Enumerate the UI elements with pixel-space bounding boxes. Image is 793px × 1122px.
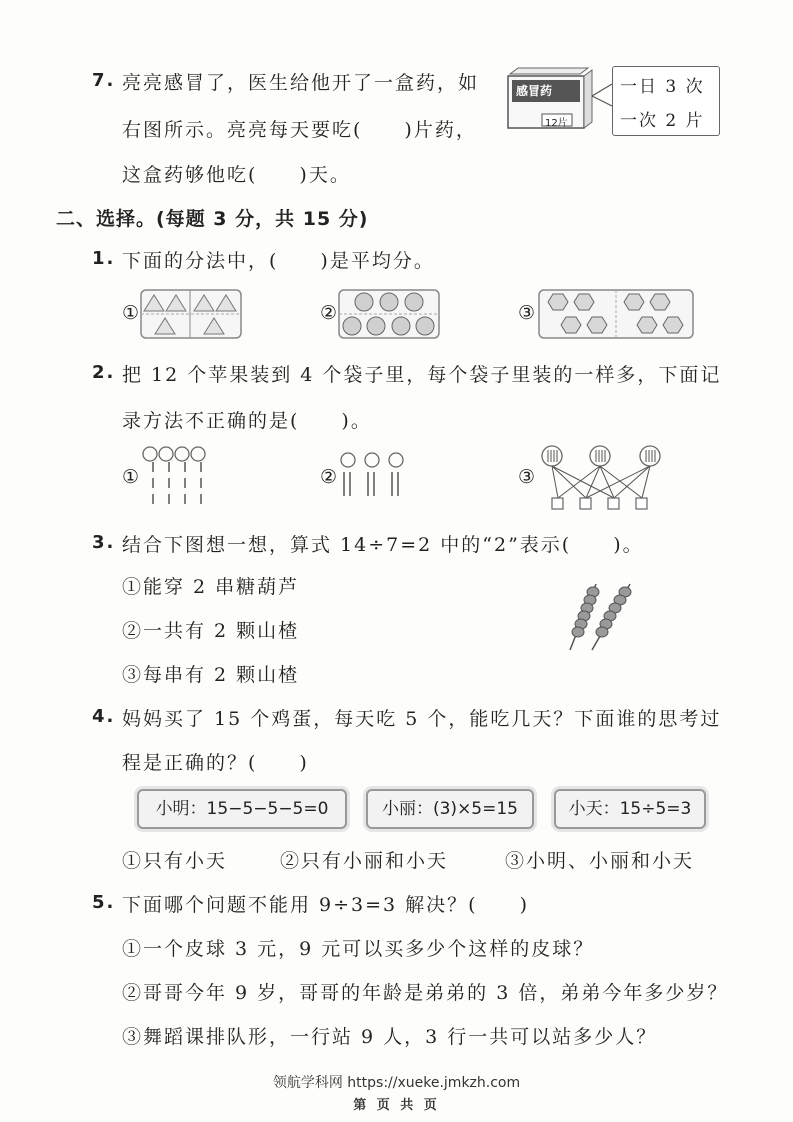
c1-number: 1.: [92, 248, 116, 269]
c1-option1-triangles: [140, 289, 242, 339]
footer-page-number: 第 页 共 页: [353, 1098, 440, 1113]
c2-option2-diagram: [338, 450, 410, 504]
c3-option2: ②一共有 2 颗山楂: [122, 620, 300, 642]
q7-line2: 右图所示。亮亮每天要吃( )片药，: [122, 119, 477, 141]
c1-option3-hexagons: [538, 289, 694, 339]
c5-text: 下面哪个问题不能用 9÷3=3 解决？( ): [122, 894, 530, 916]
c2-option3-diagram: [538, 444, 668, 510]
c2-option3-label: ③: [518, 466, 536, 488]
c1-text: 下面的分法中，( )是平均分。: [122, 250, 435, 272]
q7-line1: 亮亮感冒了，医生给他开了一盒药，如: [122, 72, 480, 94]
xiaoming-bubble: 小明：15−5−5−5=0: [137, 789, 347, 829]
c2-option1-diagram: [140, 444, 212, 510]
c1-option1-label: ①: [122, 302, 140, 324]
xiaotian-bubble: 小天：15÷5=3: [554, 789, 706, 829]
c1-option3-label: ③: [518, 302, 536, 324]
c3-option1: ①能穿 2 串糖葫芦: [122, 576, 300, 598]
c3-text: 结合下图想一想，算式 14÷7=2 中的“2”表示( )。: [122, 534, 644, 556]
c5-option1: ①一个皮球 3 元，9 元可以买多少个这样的皮球？: [122, 938, 595, 960]
dosage-note-line1: 一日 3 次: [620, 77, 705, 97]
tanghulu-skewers-illustration: [560, 580, 640, 654]
c1-option2-label: ②: [320, 302, 338, 324]
c2-number: 2.: [92, 362, 116, 383]
c5-option2: ②哥哥今年 9 岁，哥哥的年龄是弟弟的 3 倍，弟弟今年多少岁？: [122, 982, 729, 1004]
medicine-box-label: 感冒药: [516, 84, 553, 98]
c3-option3: ③每串有 2 颗山楂: [122, 664, 300, 686]
q7-number: 7.: [92, 70, 116, 91]
footer-site: 领航学科网 https://xueke.jmkzh.com: [272, 1075, 521, 1091]
c2-option1-label: ①: [122, 466, 140, 488]
c2-line2: 录方法不正确的是( )。: [122, 410, 372, 432]
c4-number: 4.: [92, 706, 116, 727]
c1-option2-circles: [338, 289, 440, 339]
c4-line2: 程是正确的？( ): [122, 752, 309, 774]
q7-line3: 这盒药够他吃( )天。: [122, 164, 351, 186]
c5-number: 5.: [92, 892, 116, 913]
c3-number: 3.: [92, 532, 116, 553]
c2-line1: 把 12 个苹果装到 4 个袋子里，每个袋子里装的一样多，下面记: [122, 364, 722, 386]
section-heading: 二、选择。(每题 3 分，共 15 分): [56, 208, 369, 230]
c5-option3: ③舞蹈课排队形，一行站 9 人，3 行一共可以站多少人？: [122, 1026, 658, 1048]
medicine-box-count: 12片: [545, 118, 568, 129]
c4-line1: 妈妈买了 15 个鸡蛋，每天吃 5 个，能吃几天？下面谁的思考过: [122, 708, 722, 730]
dosage-note-line2: 一次 2 片: [620, 111, 705, 131]
xiaoli-bubble: 小丽：(3)×5=15: [366, 789, 534, 829]
c4-option3: ③小明、小丽和小天: [505, 850, 695, 872]
c2-option2-label: ②: [320, 466, 338, 488]
c4-option2: ②只有小丽和小天: [280, 850, 449, 872]
c4-option1: ①只有小天: [122, 850, 228, 872]
